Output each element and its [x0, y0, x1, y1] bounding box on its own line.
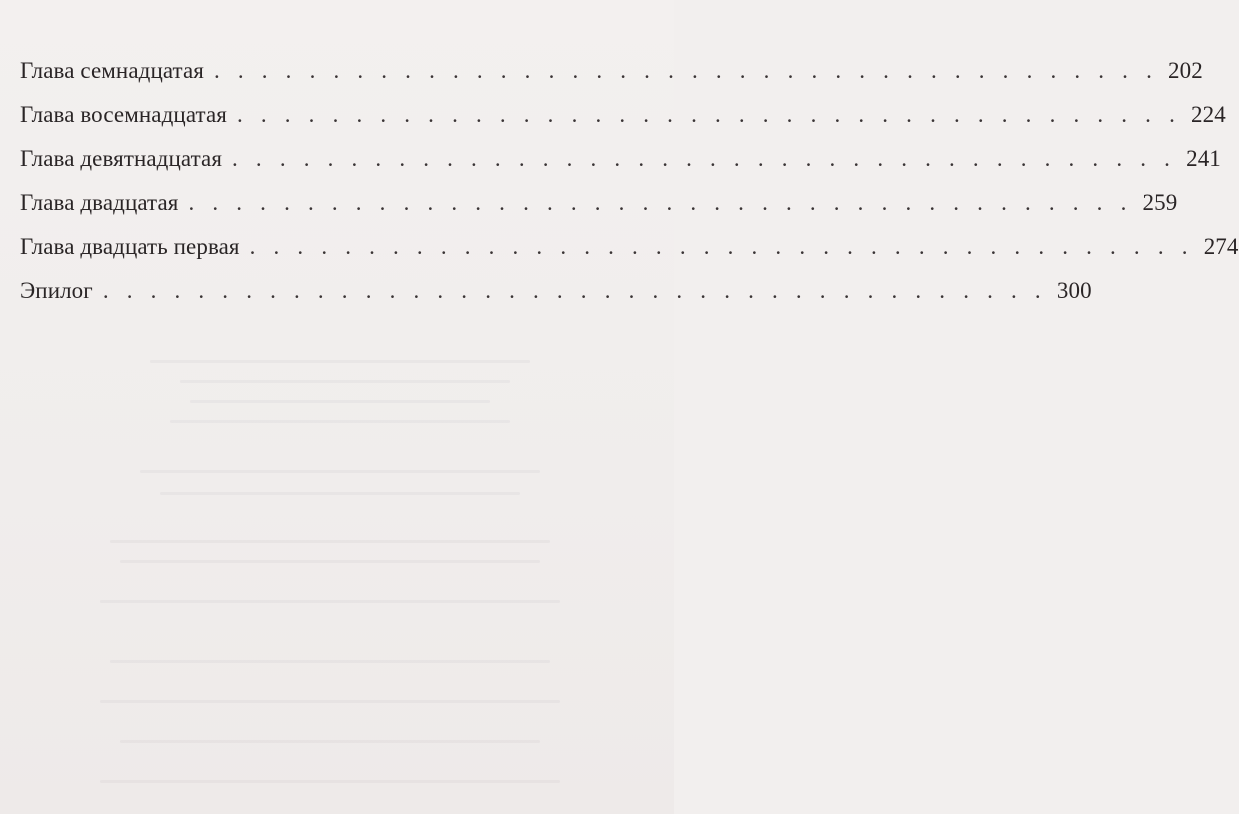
bleed-through-line [100, 780, 560, 783]
toc-entry-title: Глава двадцать первая [20, 234, 240, 259]
bleed-through-line [100, 700, 560, 703]
toc-entry-page: 300 [1056, 278, 1092, 303]
toc-dot-leader: . . . . . . . . . . . . . . . . . . . . . . . . . . . . . . . . . . . . . . . . [232, 146, 1177, 171]
bleed-through-line [110, 540, 550, 543]
toc-entry [20, 49, 1203, 93]
bleed-through-line [110, 660, 550, 663]
toc-dot-leader: . . . . . . . . . . . . . . . . . . . . . . . . . . . . . . . . . . . . . . . . [213, 58, 1159, 83]
bleed-through-line [120, 740, 540, 743]
toc-entry-title: Глава двадцатая [20, 190, 179, 215]
toc-entry-title: Глава девятнадцатая [20, 146, 223, 171]
toc-dot-leader: . . . . . . . . . . . . . . . . . . . . . . . . . . . . . . . . . . . . . . . . [249, 234, 1194, 259]
toc-entry [20, 269, 1092, 313]
table-of-contents [20, 49, 1239, 313]
toc-entry-title: Глава восемнадцатая [20, 102, 227, 127]
toc-entry-title: Глава семнадцатая [20, 58, 204, 83]
bleed-through-line [160, 492, 520, 495]
toc-entry-page: 224 [1191, 102, 1226, 127]
toc-entry [20, 181, 1178, 225]
bleed-through-line [120, 560, 540, 563]
toc-dot-leader: . . . . . . . . . . . . . . . . . . . . . . . . . . . . . . . . . . . . . . . . [102, 278, 1047, 303]
toc-entry-page: 259 [1142, 190, 1178, 215]
bleed-through-line [190, 400, 490, 403]
bleed-through-line [100, 600, 560, 603]
toc-entry-title: Эпилог [20, 278, 93, 303]
bleed-through-line [170, 420, 510, 423]
toc-entry [20, 137, 1221, 181]
toc-entry-page: 274 [1203, 234, 1239, 259]
bleed-through-line [140, 470, 540, 473]
toc-entry [20, 93, 1226, 137]
toc-entry-page: 241 [1186, 146, 1221, 171]
toc-entry-page: 202 [1168, 58, 1203, 83]
bleed-through-line [180, 380, 510, 383]
toc-dot-leader: . . . . . . . . . . . . . . . . . . . . . . . . . . . . . . . . . . . . . . . . [188, 190, 1133, 215]
bleed-through-line [150, 360, 530, 363]
toc-entry [20, 225, 1239, 269]
toc-dot-leader: . . . . . . . . . . . . . . . . . . . . . . . . . . . . . . . . . . . . . . . . [236, 102, 1182, 127]
